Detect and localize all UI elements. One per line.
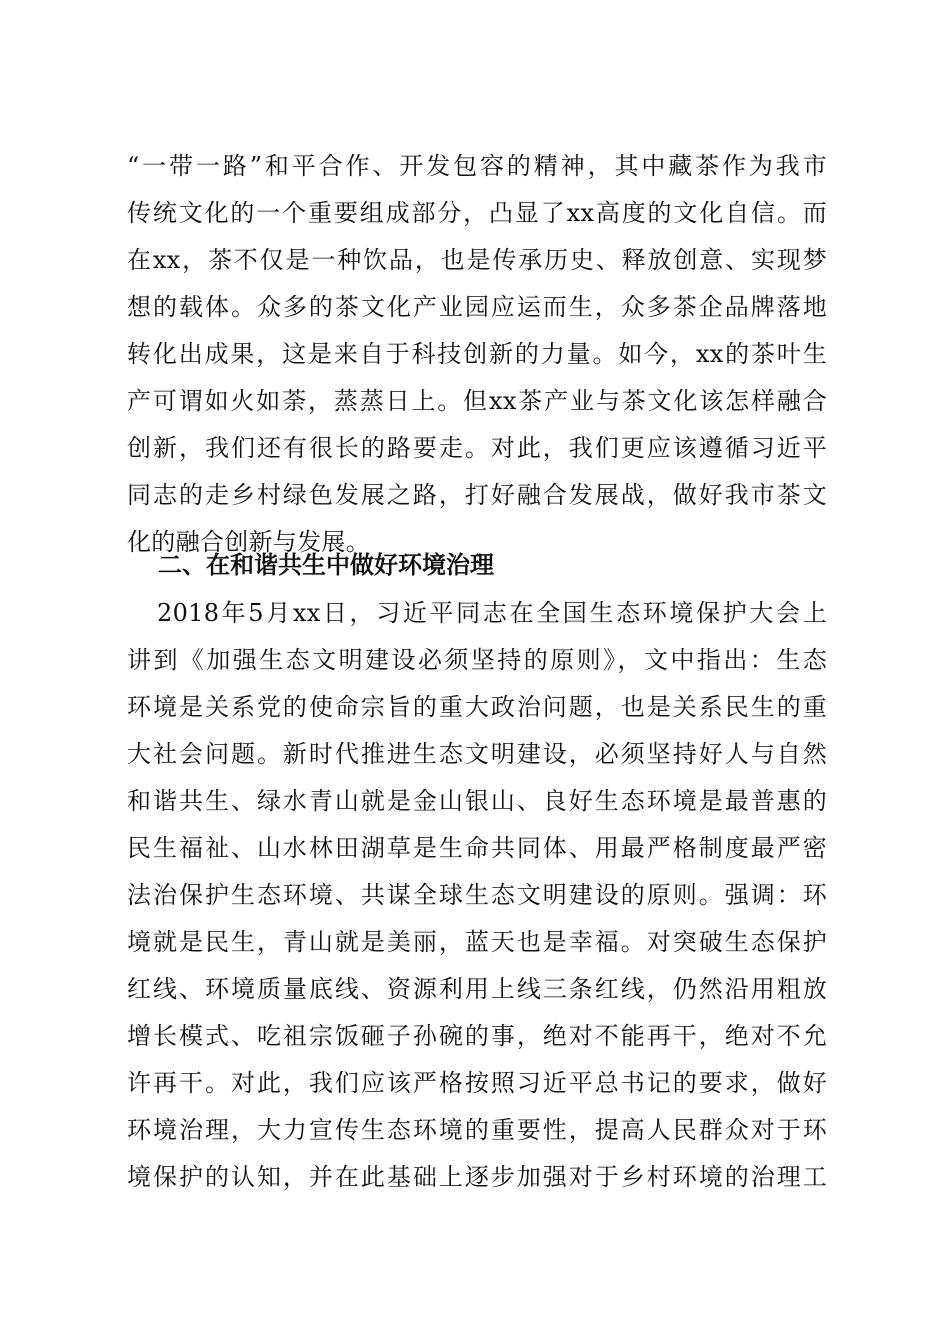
paragraph-line: 法治保护生态环境、共谋全球生态文明建设的原则。强调：环: [127, 881, 827, 909]
paragraph-line: 民生福祉、山水林田湖草是生命共同体、用最严格制度最严密: [127, 834, 827, 862]
paragraph-line: 想的载体。众多的茶文化产业园应运而生，众多茶企品牌落地: [127, 293, 827, 321]
paragraph-line: 许再干。对此，我们应该严格按照习近平总书记的要求，做好: [127, 1069, 827, 1097]
paragraph-line: 转化出成果，这是来自于科技创新的力量。如今，xx的茶叶生: [127, 340, 827, 368]
paragraph-line: 环境治理，大力宣传生态环境的重要性，提高人民群众对于环: [127, 1116, 827, 1144]
paragraph-line: 产可谓如火如荼，蒸蒸日上。但xx茶产业与茶文化该怎样融合: [127, 387, 827, 415]
paragraph-line: 2018年5月xx日，习近平同志在全国生态环境保护大会上: [157, 599, 827, 627]
section-heading: 二、在和谐共生中做好环境治理: [158, 551, 494, 579]
paragraph-line: 同志的走乡村绿色发展之路，打好融合发展战，做好我市茶文: [127, 481, 827, 509]
paragraph-line: 和谐共生、绿水青山就是金山银山、良好生态环境是最普惠的: [127, 787, 827, 815]
paragraph-line: 红线、环境质量底线、资源利用上线三条红线，仍然沿用粗放: [127, 975, 827, 1003]
paragraph-line: 在xx，茶不仅是一种饮品，也是传承历史、释放创意、实现梦: [127, 246, 827, 274]
paragraph-line: 增长模式、吃祖宗饭砸子孙碗的事，绝对不能再干，绝对不允: [127, 1022, 827, 1050]
paragraph-line: 环境是关系党的使命宗旨的重大政治问题，也是关系民生的重: [127, 693, 827, 721]
paragraph-line: “一带一路”和平合作、开发包容的精神，其中藏茶作为我市: [127, 152, 827, 180]
paragraph-environment: [127, 590, 827, 1201]
paragraph-tea-culture: [127, 143, 827, 566]
paragraph-line: 传统文化的一个重要组成部分，凸显了xx高度的文化自信。而: [127, 199, 827, 227]
paragraph-line: 境保护的认知，并在此基础上逐步加强对于乡村环境的治理工: [127, 1163, 827, 1191]
paragraph-line: 大社会问题。新时代推进生态文明建设，必须坚持好人与自然: [127, 740, 827, 768]
paragraph-line: 化的融合创新与发展。: [127, 528, 370, 556]
paragraph-line: 讲到《加强生态文明建设必须坚持的原则》，文中指出：生态: [127, 646, 827, 674]
paragraph-line: 创新，我们还有很长的路要走。对此，我们更应该遵循习近平: [127, 434, 827, 462]
paragraph-line: 境就是民生，青山就是美丽，蓝天也是幸福。对突破生态保护: [127, 928, 827, 956]
